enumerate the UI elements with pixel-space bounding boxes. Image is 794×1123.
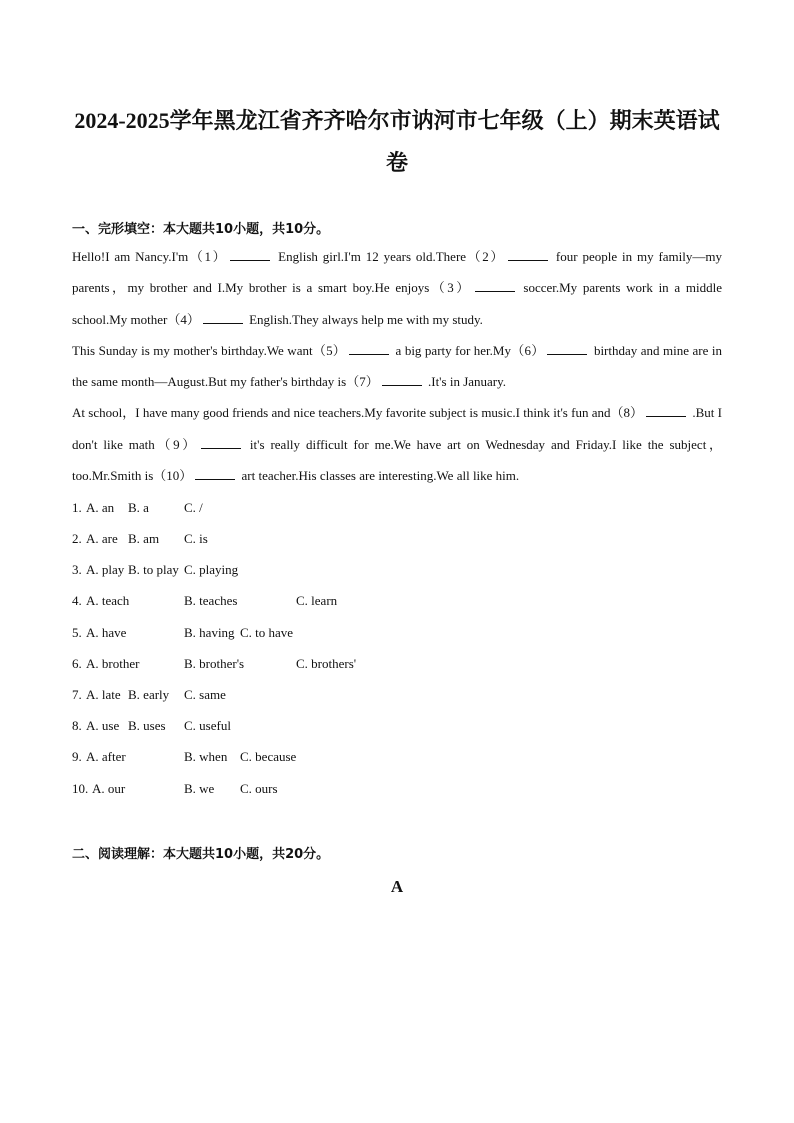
answer-blank: [201, 436, 241, 449]
question-number: 7.: [72, 687, 82, 702]
question-number: 8.: [72, 718, 82, 733]
option-b: B. a: [128, 500, 149, 515]
option-c: C. is: [184, 531, 208, 546]
option-b: B. to play: [128, 562, 179, 577]
passage-text: art teacher.His classes are interesting.We all like him.: [238, 468, 520, 484]
passage-text: a big party for her.My（6）: [392, 342, 545, 358]
answer-blank: [547, 342, 587, 355]
answer-blank: [382, 373, 422, 386]
question-number: 9.: [72, 749, 82, 764]
answer-blank: [349, 342, 389, 355]
question-number: 4.: [72, 593, 82, 608]
title-line-2: 卷: [385, 150, 408, 175]
option-a: A. our: [92, 781, 126, 796]
question-number: 1.: [72, 500, 82, 515]
passage-paragraph-2: [72, 335, 722, 398]
option-a: A. teach: [86, 593, 130, 608]
option-a: A. use: [86, 718, 120, 733]
question-number: 6.: [72, 656, 82, 671]
option-a: A. after: [86, 749, 126, 764]
section-1-heading: 一、完形填空：本大题共10小题，共10分。: [72, 222, 330, 237]
passage-text: .But I don't like math（9）: [72, 405, 722, 452]
option-c: C. playing: [184, 562, 239, 577]
option-c: C. useful: [184, 718, 231, 733]
answer-blank: [230, 248, 270, 261]
page-title: [60, 100, 734, 184]
passage-text: soccer.My parents work in a middle school.My mother（4）: [72, 280, 722, 327]
passage-text: four people in my family—my parents，my brother and I.My brother is a smart boy.He enjoys（3）: [72, 249, 722, 296]
option-b: B. uses: [128, 718, 166, 733]
option-c: C. to have: [240, 625, 294, 640]
question-number: 5.: [72, 625, 82, 640]
option-c: C. because: [240, 749, 297, 764]
option-a: A. play: [86, 562, 125, 577]
title-line-1: 2024-2025学年黑龙江省齐齐哈尔市讷河市七年级（上）期末英语试: [74, 108, 720, 133]
option-b: B. am: [128, 531, 160, 546]
passage-a-heading: A: [390, 877, 404, 896]
option-b: B. we: [184, 781, 215, 796]
passage-text: English girl.I'm 12 years old.There（2）: [273, 249, 506, 264]
option-b: B. when: [184, 749, 228, 764]
answer-blank: [195, 467, 235, 480]
cloze-passage: [72, 241, 722, 491]
passage-text: it's really difficult for me.We have art on Wednesday and Friday.I like the subject，too.Mr.Smith is（10）: [72, 436, 722, 484]
option-b: B. teaches: [184, 593, 238, 608]
passage-paragraph-1: [72, 241, 722, 335]
question-number: 3.: [72, 562, 82, 577]
passage-text: This Sunday is my mother's birthday.We want（5）: [72, 342, 347, 358]
passage-paragraph-3: [72, 397, 722, 491]
answer-blank: [508, 248, 548, 261]
option-c: C. learn: [296, 593, 338, 608]
option-a: A. an: [86, 500, 115, 515]
option-c: C. brothers': [296, 656, 357, 671]
question-number: 2.: [72, 531, 82, 546]
passage-text: At school，I have many good friends and nice teachers.My favorite subject is music.I think it's fun and（8）: [72, 405, 644, 421]
passage-text: English.They always help me with my study.: [245, 311, 483, 327]
section-2-heading: 二、阅读理解：本大题共10小题，共20分。: [72, 847, 330, 862]
option-a: A. late: [86, 687, 121, 702]
passage-text: Hello!I am Nancy.I'm（1）: [72, 249, 228, 264]
answer-blank: [646, 404, 686, 417]
option-c: C. ours: [240, 781, 278, 796]
option-a: A. are: [86, 531, 118, 546]
answer-blank: [203, 311, 243, 324]
option-b: B. having: [184, 625, 235, 640]
answer-blank: [475, 279, 515, 292]
option-c: C. same: [184, 687, 226, 702]
option-b: B. brother's: [184, 656, 245, 671]
option-a: A. brother: [86, 656, 140, 671]
option-a: A. have: [86, 625, 127, 640]
option-b: B. early: [128, 687, 170, 702]
passage-text: .It's in January.: [424, 374, 507, 390]
option-c: C. /: [184, 500, 203, 515]
question-number: 10.: [72, 781, 89, 796]
passage-text: birthday and mine are in the same month—August.But my father's birthday is（7）: [72, 342, 722, 390]
